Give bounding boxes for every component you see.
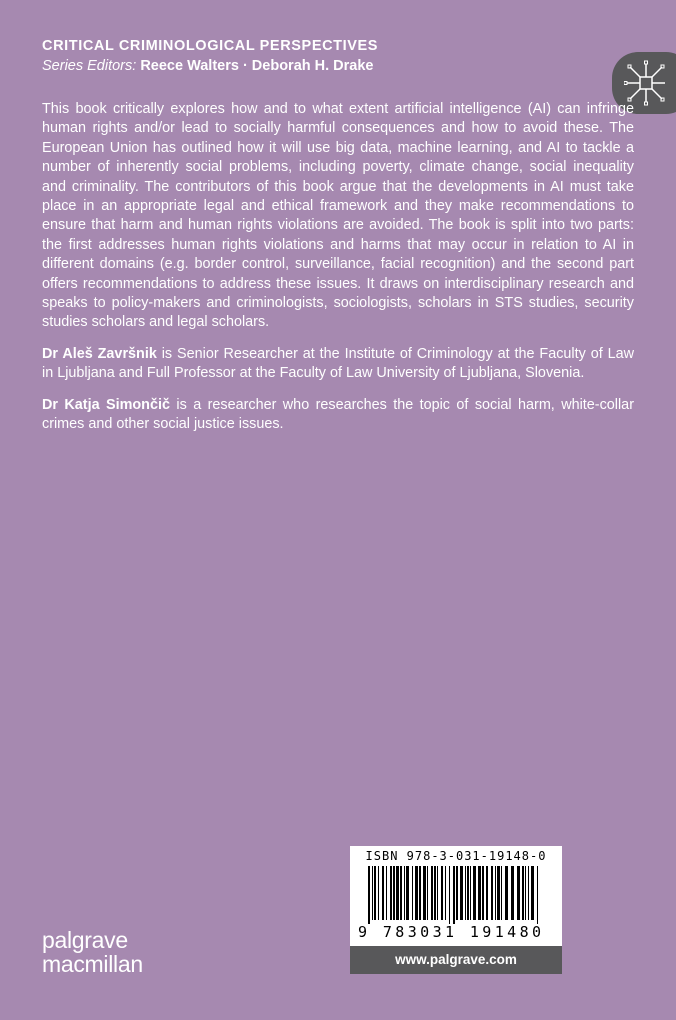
logo-line-1: palgrave [42,927,128,953]
barcode-bar [470,866,471,920]
series-editors-names: Reece Walters · Deborah H. Drake [140,58,374,74]
barcode-bar [517,866,520,920]
author-bio-2 [42,396,634,435]
book-description: This book critically explores how and to what extent artificial intelligence (AI) can infringe human rights and/or lead to socially harmful consequences and how to avoid these. The European Union has outlined how it will use big data, machine learning, and AI to tackle a number of inherently social problems, including poverty, climate change, social inequality and criminality. The contributors of this book argue that the developments in AI must take place in an appropriate legal and ethical framework and they make recommendations to ensure that harm and human rights violations are avoided. The book is split into two parts: the first addresses human rights violations and harms that may occur in relation to AI in different domains (e.g. border control, surveillance, facial recognition) and the second part offers recommendations to address these issues. It draws on interdisciplinary research and speaks to policy-makers and criminologists, sociologists, scholars in STS studies, security studies scholars and legal scholars. [42,101,634,331]
publisher-logo [42,928,143,976]
barcode-bar [495,866,496,920]
barcode-bars [364,866,548,924]
barcode-bar [441,866,443,920]
barcode-bar [465,866,466,920]
barcode-bar [537,866,538,924]
barcode-bar [491,866,493,920]
publisher-url[interactable]: www.palgrave.com [350,946,562,974]
author-bio: is a researcher who researches the topic of social harm, white-collar crimes and other social justice issues. [42,396,634,433]
barcode-bar [368,866,370,924]
barcode-bar [467,866,469,920]
series-editors [42,58,374,74]
barcode-bar [434,866,436,920]
barcode-bar [501,866,502,920]
barcode-bar [386,866,387,920]
barcode-bar [378,866,379,920]
barcode-bar [456,866,458,920]
barcode-bar [453,866,455,924]
series-editors-label: Series Editors: [42,58,137,74]
barcode-digits: 9 783031 191480 [358,923,545,941]
barcode-bar [437,866,438,920]
barcode-bar [423,866,426,920]
barcode-bar [390,866,392,920]
logo-line-2: macmillan [42,951,143,977]
barcode-bar [382,866,384,920]
barcode-bar [427,866,428,920]
back-cover-text [42,100,634,447]
barcode-bar [497,866,500,920]
barcode-bar [478,866,481,920]
author-name: Dr Aleš Završnik [42,345,157,362]
author-name: Dr Katja Simončič [42,396,170,413]
barcode-bar [415,866,418,920]
barcode-bar [372,866,373,920]
barcode-bar [404,866,405,920]
barcode-bar [522,866,524,920]
barcode-bar [528,866,529,920]
barcode-bar [412,866,413,920]
barcode-bar [396,866,399,920]
barcode-bar [449,866,450,924]
barcode-bar [406,866,409,920]
barcode-bar [431,866,433,920]
barcode-bar [525,866,526,920]
barcode-bar [393,866,395,920]
author-bio: is Senior Researcher at the Institute of Criminology at the Faculty of Law in Ljubljana and Full Professor at the Faculty of Law University of Ljubljana, Slovenia. [42,345,634,382]
barcode-bar [445,866,446,920]
barcode-bar [400,866,402,920]
barcode-bar [374,866,376,920]
isbn-label: ISBN 978-3-031-19148-0 [365,849,547,863]
barcode-bar [511,866,514,920]
barcode-bar [460,866,463,920]
isbn-barcode [350,846,562,974]
series-title: CRITICAL CRIMINOLOGICAL PERSPECTIVES [42,38,379,54]
barcode-bar [505,866,508,920]
barcode-bar [419,866,421,920]
author-bio-1 [42,345,634,384]
barcode-bar [473,866,476,920]
barcode-bar [482,866,484,920]
barcode-bar [486,866,488,920]
barcode-bar [531,866,534,920]
